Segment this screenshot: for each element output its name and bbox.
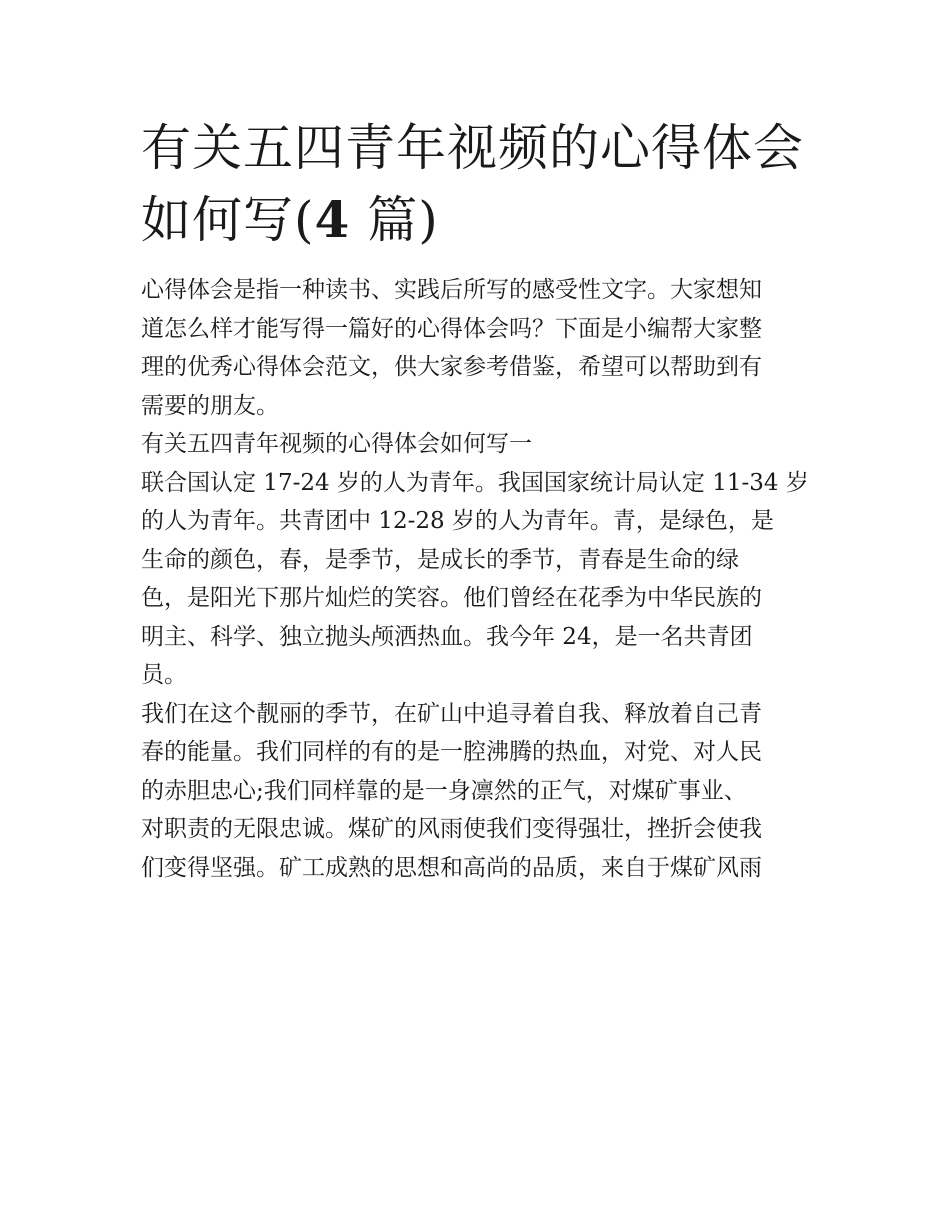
text-line: 春的能量。我们同样的有的是一腔沸腾的热血，对党、对人民 [141, 739, 762, 765]
paragraph-mine [141, 695, 816, 888]
text-line: 需要的朋友。 [141, 392, 279, 419]
title-suffix: 篇) [350, 191, 439, 249]
text-line: 联合国认定 17-24 岁的人为青年。我国国家统计局认定 11-34 岁 [141, 469, 809, 496]
document-page [141, 112, 816, 887]
document-title [141, 112, 816, 256]
text-line: 色，是阳光下那片灿烂的笑容。他们曾经在花季为中华民族的 [141, 585, 762, 611]
text-line: 的人为青年。共青团中 12-28 岁的人为青年。青，是绿色，是 [141, 508, 774, 534]
paragraph-youth [141, 464, 816, 695]
text-line: 对职责的无限忠诚。煤矿的风雨使我们变得强壮，挫折会使我 [141, 816, 762, 842]
title-prefix: 如何写( [141, 191, 315, 249]
text-line: 我们在这个靓丽的季节，在矿山中追寻着自我、释放着自己青 [141, 700, 762, 727]
text-line: 员。 [141, 662, 187, 688]
text-line: 们变得坚强。矿工成熟的思想和高尚的品质，来自于煤矿风雨 [141, 854, 762, 881]
text-line: 明主、科学、独立抛头颅洒热血。我今年 24，是一名共青团 [141, 623, 753, 650]
text-line: 理的优秀心得体会范文，供大家参考借鉴，希望可以帮助到有 [141, 354, 762, 380]
text-line: 道怎么样才能写得一篇好的心得体会吗？下面是小编帮大家整 [141, 315, 762, 342]
text-line: 的赤胆忠心;我们同样靠的是一身凛然的正气，对煤矿事业、 [141, 777, 747, 804]
title-count: 4 [314, 190, 351, 249]
text-line: 心得体会是指一种读书、实践后所写的感受性文字。大家想知 [141, 277, 762, 303]
document-body [141, 271, 816, 887]
text-line: 生命的颜色，春，是季节，是成长的季节，青春是生命的绿 [141, 546, 739, 573]
paragraph-intro [141, 271, 816, 425]
title-line-2 [141, 184, 816, 256]
title-line-1: 有关五四青年视频的心得体会 [141, 119, 804, 177]
section-heading [141, 425, 816, 464]
text-line: 有关五四青年视频的心得体会如何写一 [141, 431, 532, 457]
